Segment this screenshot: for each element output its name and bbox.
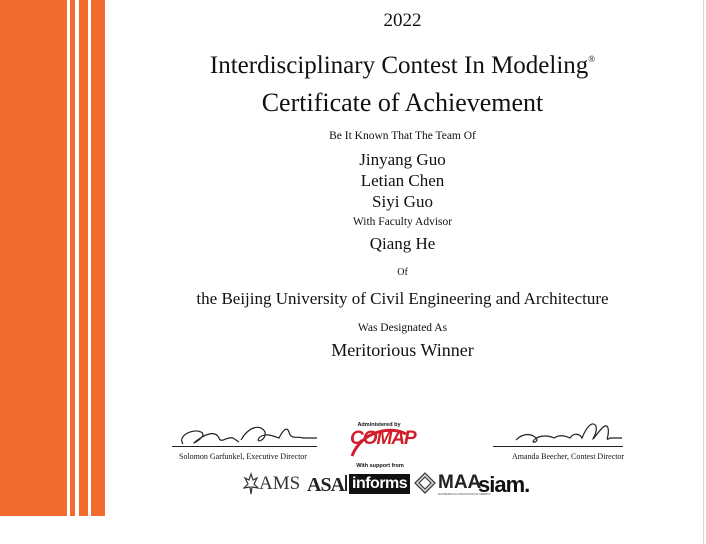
asa-logo [307, 474, 355, 497]
informs-logo [349, 474, 410, 494]
team-member-2: Letian Chen [360, 171, 445, 190]
maa-emblem-icon [414, 472, 436, 494]
team-member-3: Siyi Guo [372, 192, 433, 211]
advisor-intro: With Faculty Advisor [352, 216, 453, 228]
informs-logo-text: informs [349, 474, 410, 494]
faculty-advisor: Qiang He [369, 234, 436, 253]
maa-subtitle: MATHEMATICAL ASSOCIATION OF AMERICA [438, 493, 491, 496]
decor-stripe-thin-1 [70, 0, 75, 516]
contest-name-text: Interdisciplinary Contest In Modeling [209, 52, 589, 79]
team-member-1: Jinyang Guo [359, 150, 446, 169]
decor-stripe-thin-3 [91, 0, 105, 516]
signature-caption-right: Amanda Beecher, Contest Director [512, 452, 625, 461]
page-edge-line [703, 0, 704, 544]
signature-line-right [493, 446, 623, 447]
contest-name [105, 52, 700, 80]
registered-mark: ® [588, 53, 596, 64]
award-designation: Meritorious Winner [331, 340, 474, 360]
signature-caption-left: Solomon Garfunkel, Executive Director [179, 452, 307, 461]
asa-logo-text: ASA [307, 474, 345, 496]
maa-logo [414, 472, 491, 496]
ams-emblem-icon [243, 472, 259, 496]
siam-logo [478, 472, 529, 498]
certificate-title: Certificate of Achievement [261, 88, 544, 117]
designation-intro: Was Designated As [357, 322, 448, 334]
decor-stripe-wide [0, 0, 67, 516]
support-from-label: With support from [356, 463, 404, 469]
comap-logo [350, 428, 416, 450]
maa-logo-text: MAA [438, 472, 482, 493]
institution-name: the Beijing University of Civil Engineering and Architecture [196, 289, 609, 308]
siam-logo-text: siam. [478, 472, 530, 497]
of-label: Of [397, 267, 408, 278]
ams-logo-text: AMS [259, 473, 301, 494]
contest-year: 2022 [383, 10, 422, 31]
decor-stripe-thin-2 [79, 0, 88, 516]
team-intro: Be It Known That The Team Of [329, 130, 476, 142]
administered-by-label: Administered by [357, 422, 401, 428]
ams-logo [243, 472, 300, 496]
comap-logo-text: COMAP [350, 428, 416, 449]
signature-line-left [172, 446, 317, 447]
